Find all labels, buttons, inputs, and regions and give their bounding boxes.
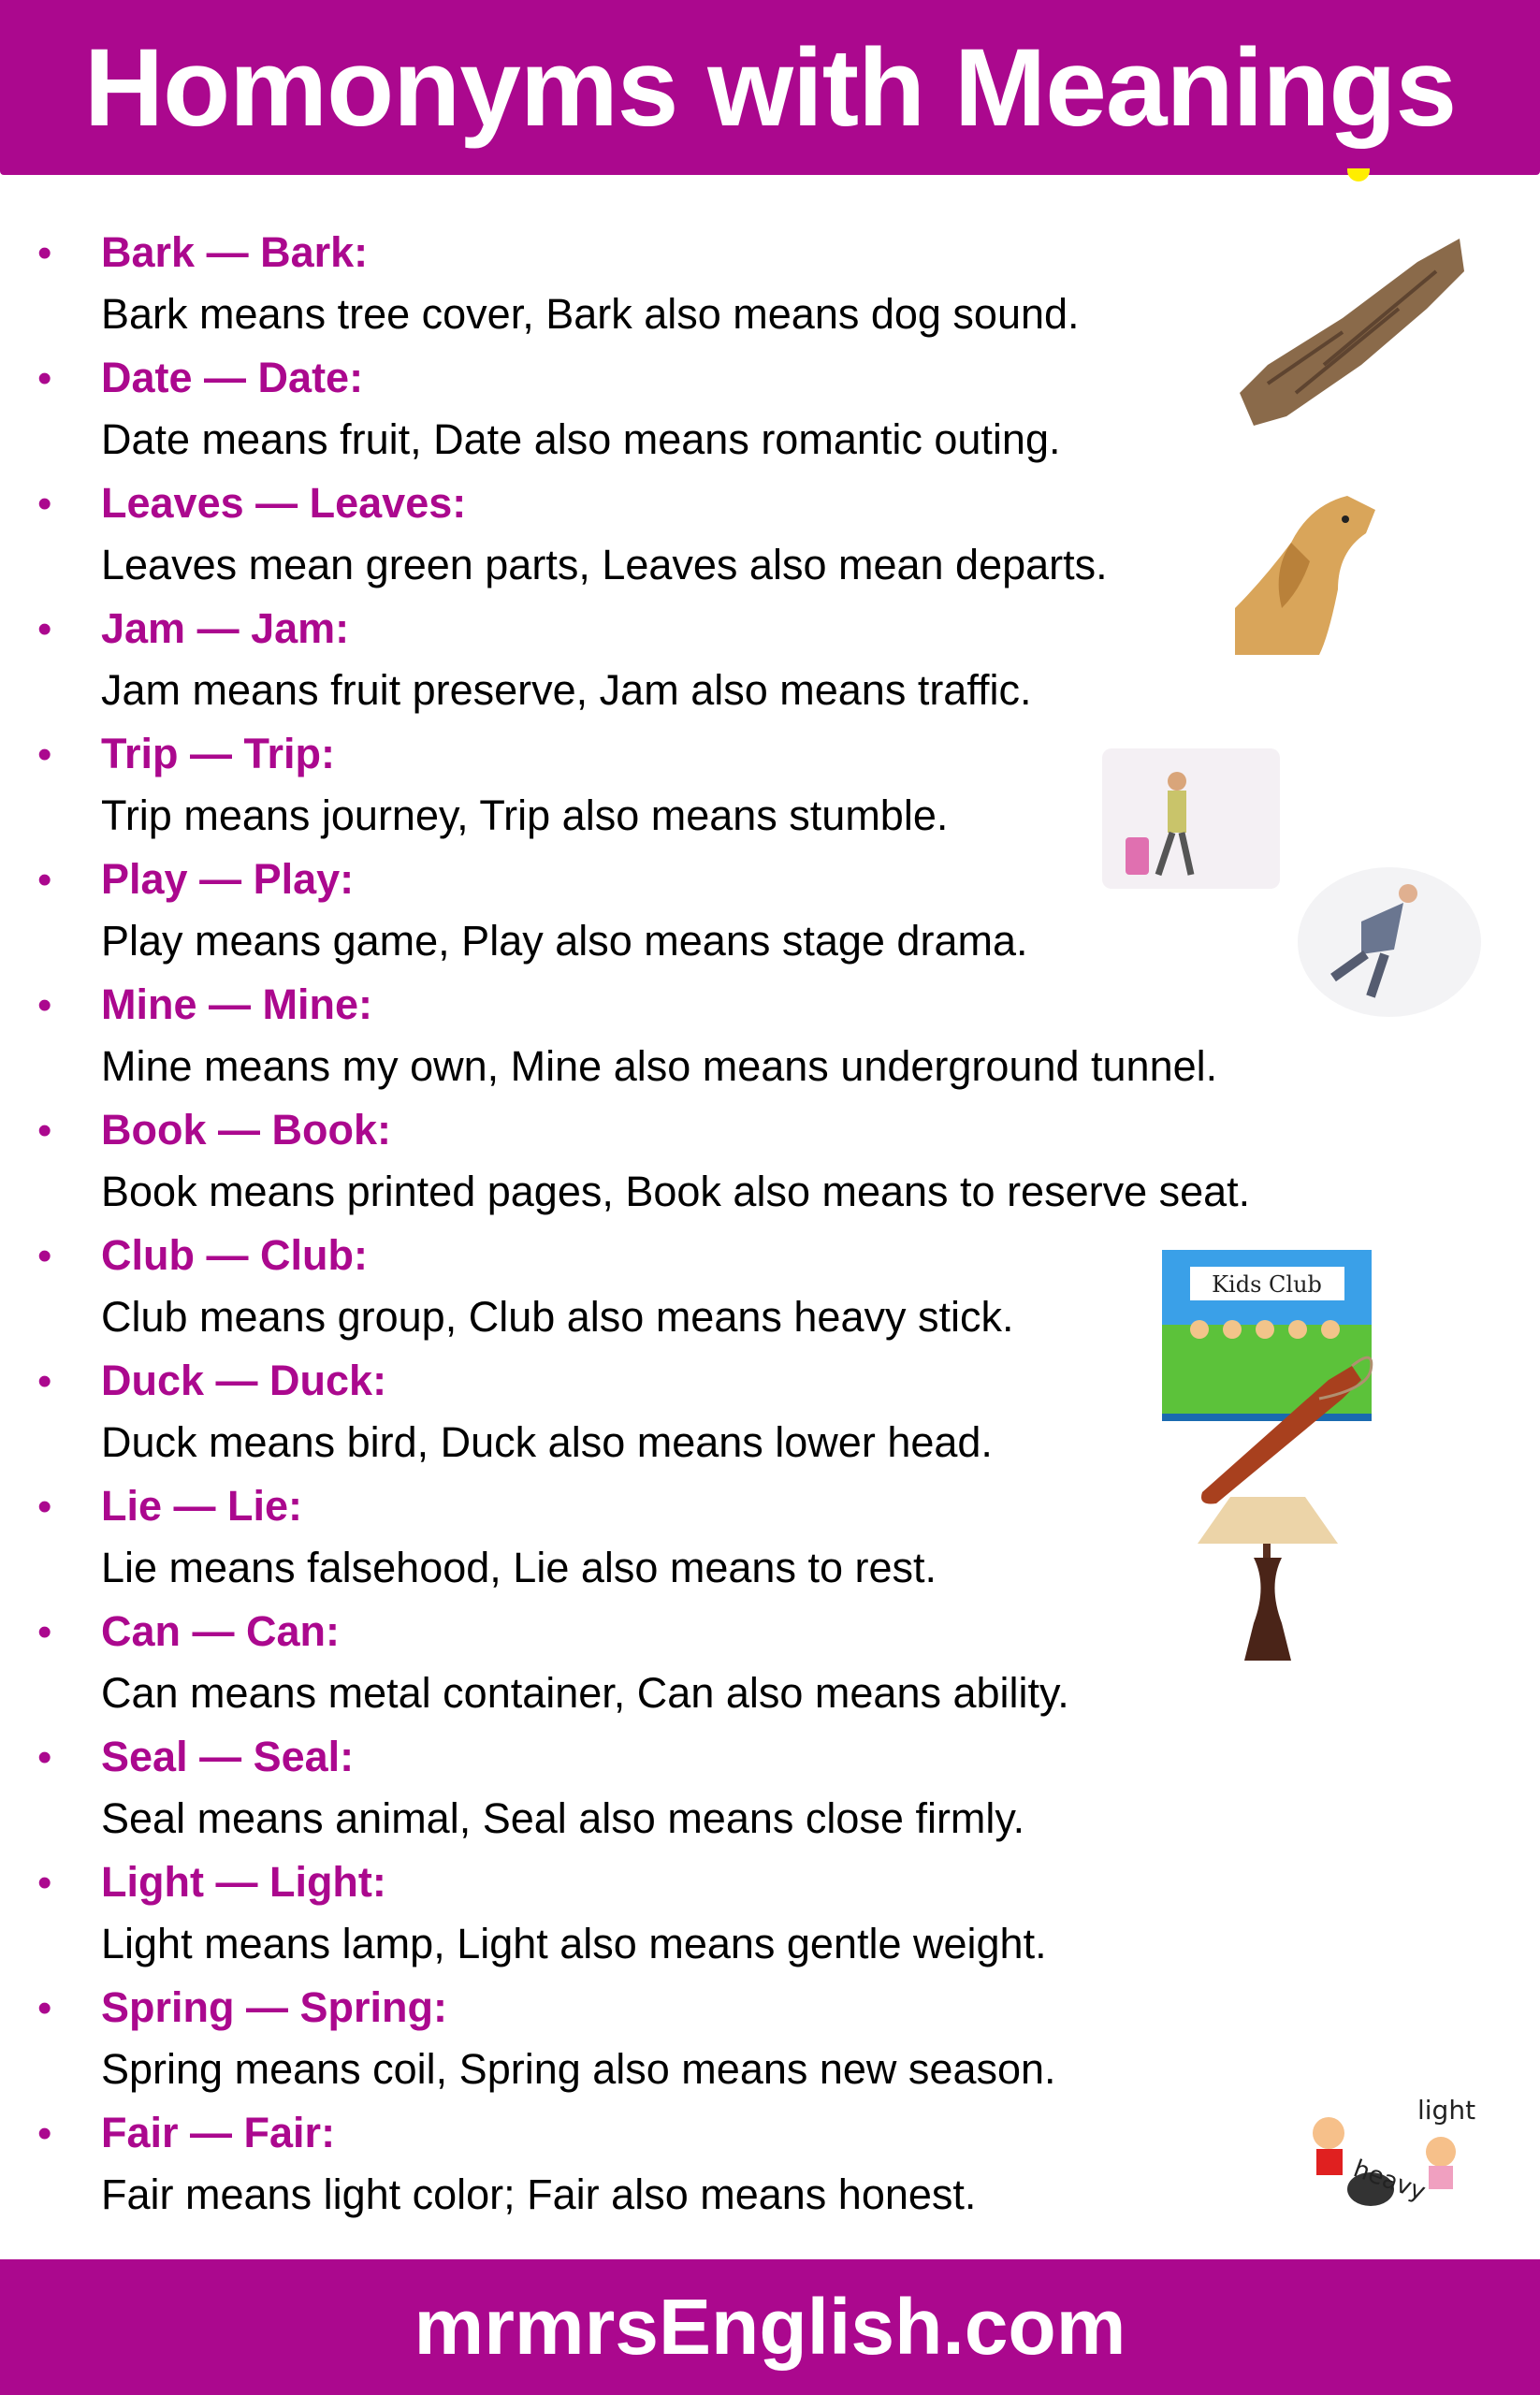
homonym-heading: Book — Book:: [101, 1106, 391, 1154]
homonym-heading: Mine — Mine:: [101, 980, 372, 1028]
homonym-heading: Fair — Fair:: [101, 2109, 336, 2156]
bullet-icon: •: [37, 1358, 52, 1404]
homonym-heading: Trip — Trip:: [101, 730, 336, 777]
homonym-meaning: Seal means animal, Seal also means close firmly.: [101, 1794, 1025, 1842]
homonym-heading: Spring — Spring:: [101, 1983, 447, 2031]
bullet-icon: •: [37, 857, 52, 903]
kids-club-sign-text: Kids Club: [1212, 1271, 1322, 1298]
decorative-dot: [1347, 168, 1370, 181]
lamp-image: [1193, 1492, 1343, 1679]
homonym-meaning: Bark means tree cover, Bark also means dog sound.: [101, 290, 1080, 338]
homonym-meaning: Book means printed pages, Book also means to reserve seat.: [101, 1168, 1251, 1215]
homonym-meaning: Leaves mean green parts, Leaves also mean departs.: [101, 541, 1108, 588]
bullet-icon: •: [37, 1484, 52, 1530]
homonym-meaning: Spring means coil, Spring also means new season.: [101, 2045, 1056, 2093]
bullet-icon: •: [37, 732, 52, 777]
list-item: [0, 1727, 1540, 1852]
list-item: [0, 1852, 1540, 1978]
bullet-icon: •: [37, 982, 52, 1028]
homonym-heading: Lie — Lie:: [101, 1482, 303, 1530]
homonym-heading: Seal — Seal:: [101, 1733, 355, 1780]
homonym-meaning: Club means group, Club also means heavy stick.: [101, 1293, 1014, 1341]
homonym-meaning: Light means lamp, Light also means gentle weight.: [101, 1920, 1047, 1967]
bullet-icon: •: [37, 481, 52, 527]
traveller-trip-image: [1102, 748, 1280, 889]
homonym-meaning: Mine means my own, Mine also means underground tunnel.: [101, 1042, 1218, 1090]
list-item: [0, 724, 1540, 849]
stumbling-man-image: [1296, 865, 1483, 1020]
heavy-light-kids-image: [1296, 2091, 1478, 2217]
footer-banner: [0, 2259, 1540, 2395]
homonym-heading: Jam — Jam:: [101, 604, 350, 652]
homonym-meaning: Play means game, Play also means stage drama.: [101, 917, 1028, 965]
homonym-meaning: Jam means fruit preserve, Jam also means traffic.: [101, 666, 1032, 714]
bullet-icon: •: [37, 230, 52, 276]
homonym-heading: Leaves — Leaves:: [101, 479, 467, 527]
light-label: light: [1417, 2095, 1476, 2126]
bullet-icon: •: [37, 1233, 52, 1279]
website-link[interactable]: mrmrsEnglish.com: [414, 2283, 1126, 2371]
title-banner: [0, 0, 1540, 175]
bullet-icon: •: [37, 1609, 52, 1655]
homonym-heading: Play — Play:: [101, 855, 355, 903]
homonym-heading: Light — Light:: [101, 1858, 386, 1906]
page-title: Homonyms with Meanings: [83, 25, 1457, 150]
bullet-icon: •: [37, 1108, 52, 1154]
bullet-icon: •: [37, 606, 52, 652]
heavy-label: heavy: [1349, 2155, 1430, 2207]
homonym-heading: Duck — Duck:: [101, 1357, 387, 1404]
homonym-heading: Can — Can:: [101, 1607, 341, 1655]
homonym-meaning: Duck means bird, Duck also means lower head.: [101, 1418, 993, 1466]
homonym-meaning: Trip means journey, Trip also means stumble.: [101, 791, 949, 839]
homonym-heading: Date — Date:: [101, 354, 364, 401]
bullet-icon: •: [37, 2111, 52, 2156]
homonym-meaning: Can means metal container, Can also means ability.: [101, 1669, 1069, 1717]
list-item: [0, 1100, 1540, 1226]
homonym-heading: Club — Club:: [101, 1231, 368, 1279]
bullet-icon: •: [37, 356, 52, 401]
homonym-heading: Bark — Bark:: [101, 228, 369, 276]
dog-image: [1235, 486, 1375, 655]
tree-bark-image: [1230, 234, 1474, 435]
homonym-meaning: Fair means light color; Fair also means honest.: [101, 2170, 977, 2218]
bullet-icon: •: [37, 1735, 52, 1780]
list-item: [0, 1978, 1540, 2103]
bullet-icon: •: [37, 1985, 52, 2031]
homonym-meaning: Lie means falsehood, Lie also means to rest.: [101, 1544, 937, 1591]
club-stick-image: [1188, 1343, 1385, 1506]
bullet-icon: •: [37, 1860, 52, 1906]
homonym-meaning: Date means fruit, Date also means romantic outing.: [101, 415, 1061, 463]
